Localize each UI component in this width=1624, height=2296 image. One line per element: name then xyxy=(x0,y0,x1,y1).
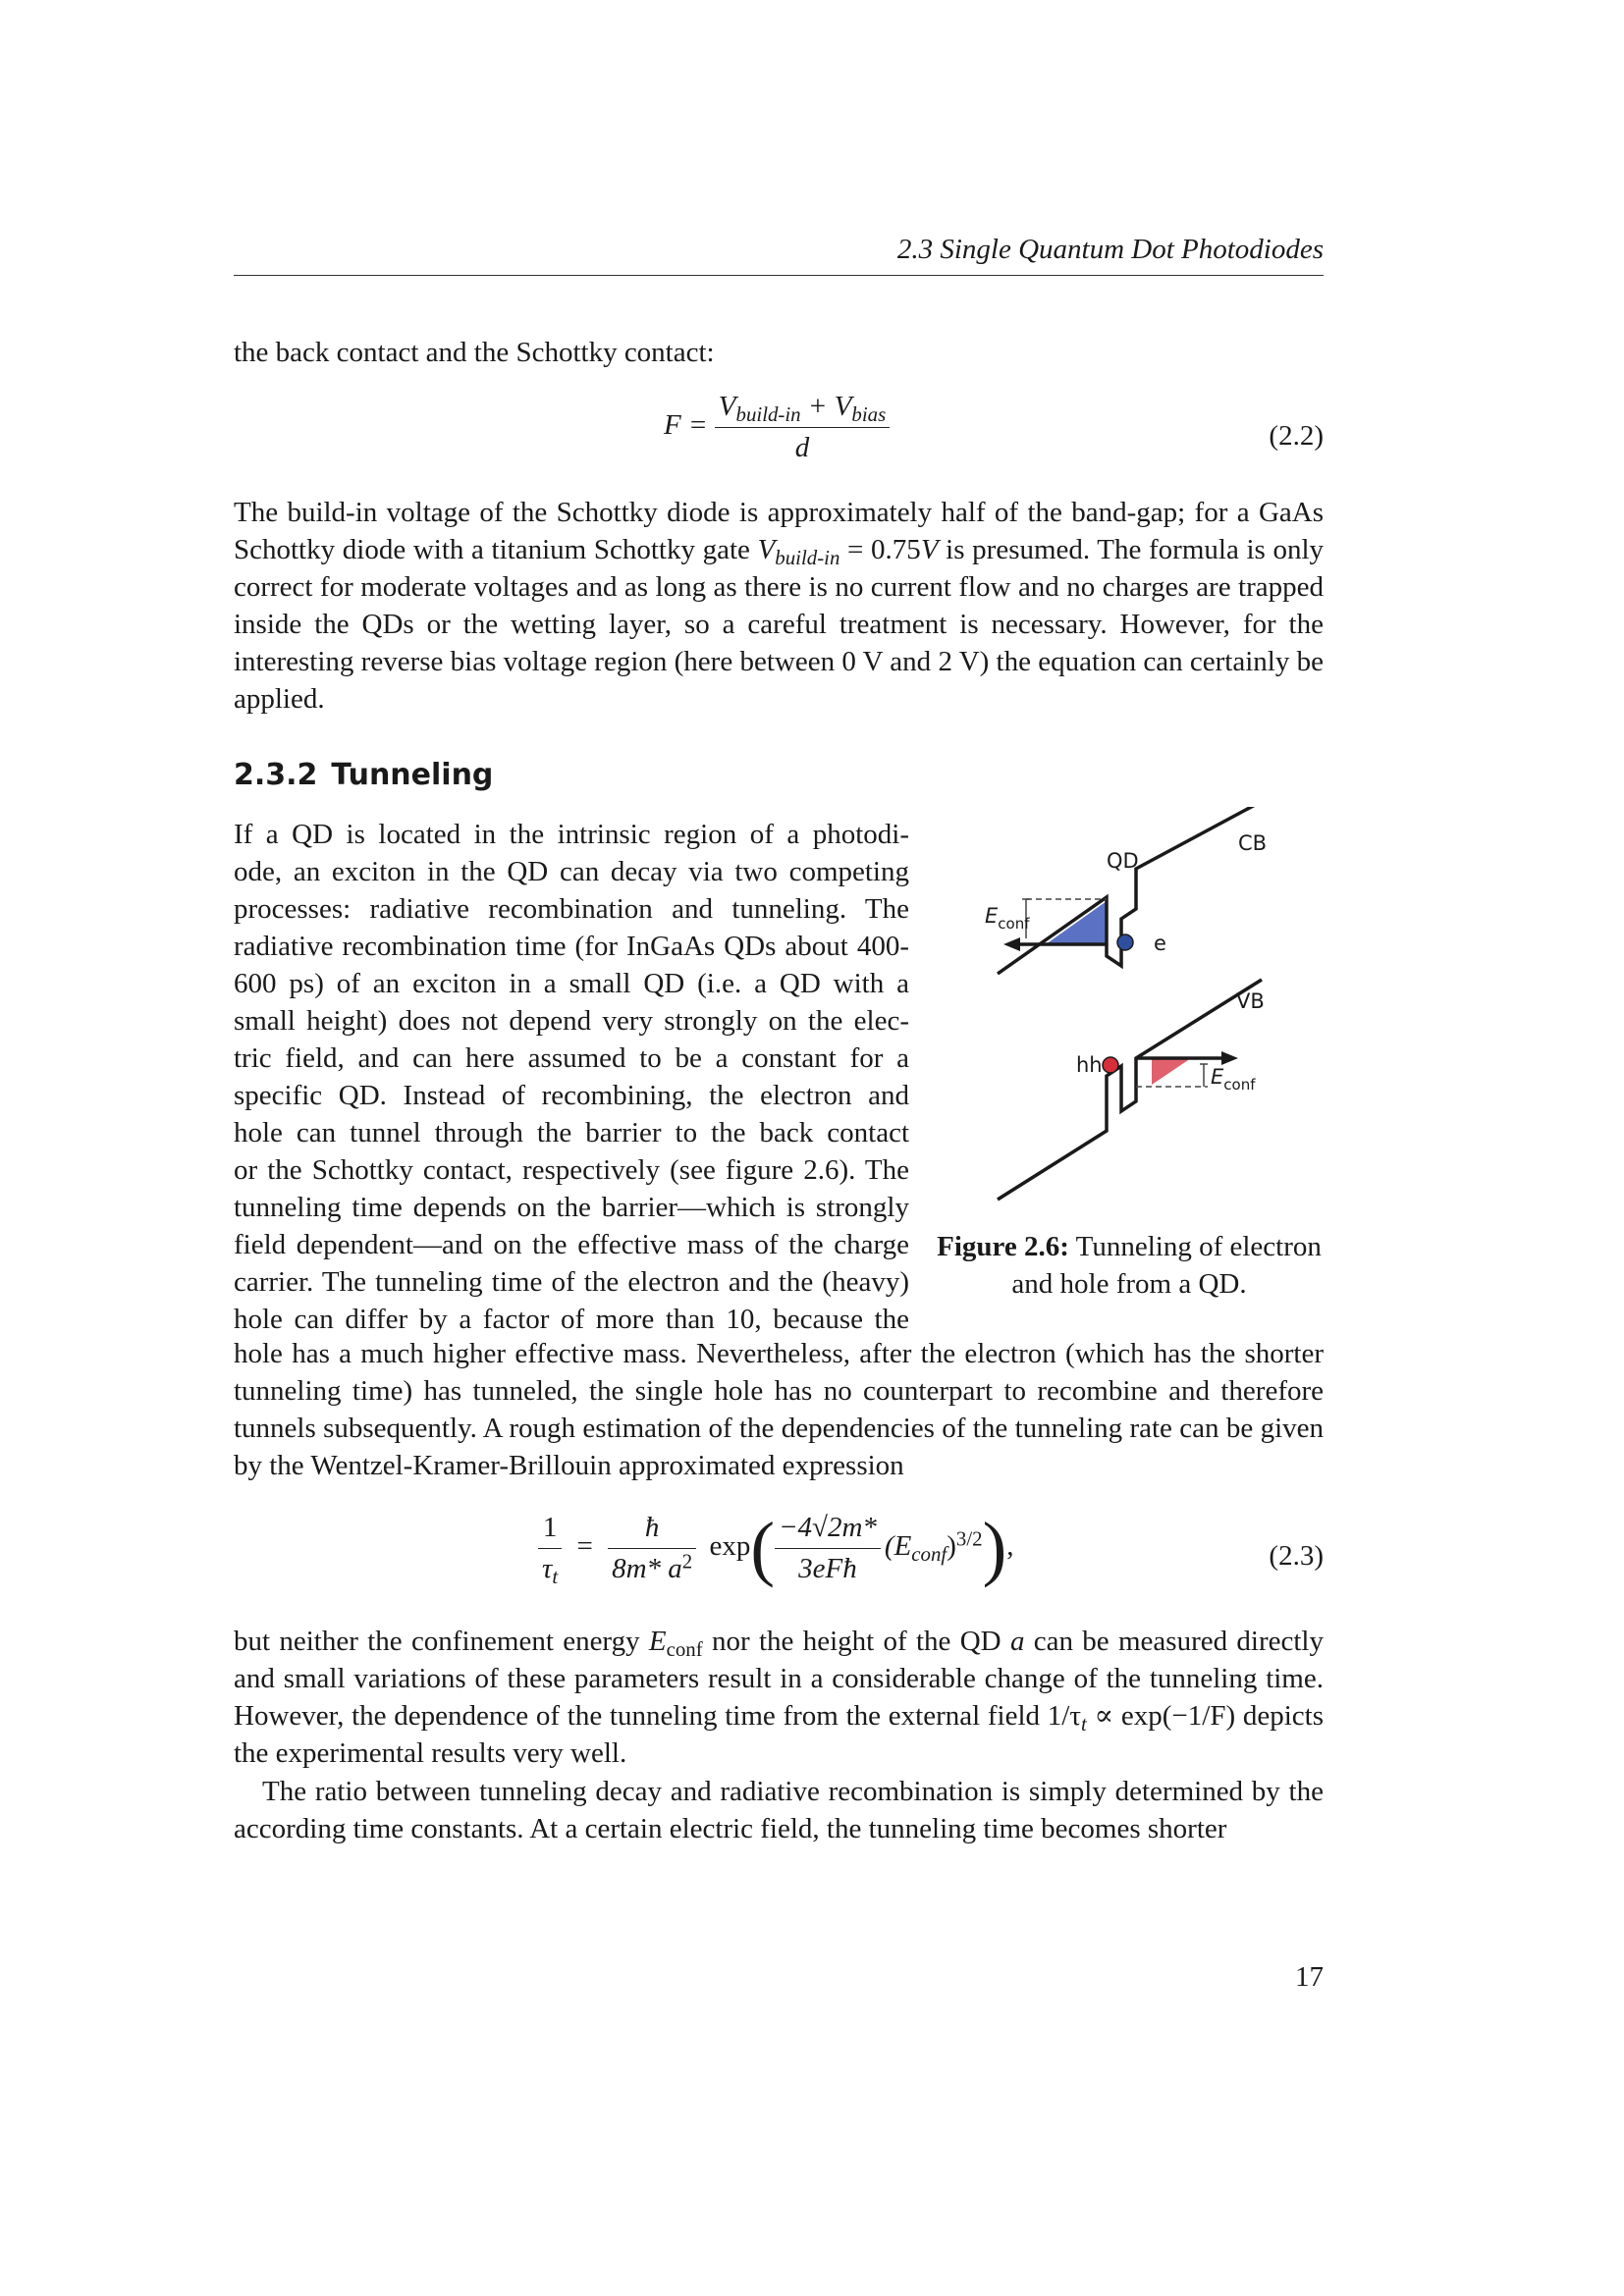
text-line: or the Schottky contact, respectively (see figure 2.6). The xyxy=(234,1154,909,1186)
text-line: hole can differ by a factor of more than 10, because the xyxy=(234,1304,909,1335)
text-line: specific QD. Instead of recombining, the electron and xyxy=(234,1080,909,1111)
eq22-lhs: F = xyxy=(664,409,708,442)
eq23-lhs-fraction: $\frac{1}{\tau_t}$ xyxy=(538,1512,562,1585)
hole-dot xyxy=(1103,1057,1118,1073)
equation-2-3: $\frac{1}{\tau_t}$ = $\frac{ħ}{8m* a^2}$ exp( $\frac{-4√2m*}{\text{3eFħ}}$ $(E_{conf})^{3/2}$), xyxy=(538,1512,1014,1585)
running-head: 2.3 Single Quantum Dot Photodiodes xyxy=(896,234,1324,265)
text-line: If a QD is located in the intrinsic region of a photodi- xyxy=(234,819,909,850)
label-e: e xyxy=(1154,932,1166,955)
figure-caption: Figure 2.6: Tunneling of electron and hole from a QD. xyxy=(937,1231,1322,1300)
header-rule xyxy=(234,275,1324,276)
label-econf-cb: $E_{conf}$ xyxy=(985,904,1030,933)
page-number: 17 xyxy=(1295,1961,1324,1993)
eq22-fraction: $\frac{V_{build-in} + V_{bias}}{d}$ xyxy=(715,391,890,464)
paragraph-4: The ratio between tunneling decay and radiative recombination is simply determined by the according time constants. At a certain electric field, the tunneling time becomes shorter xyxy=(234,1776,1324,1844)
paragraph-3: but neither the confinement energy $E_{conf}$ nor the height of the QD a can be measured directly and small variations of these parameters result in a considerable change of the tunneling time. However, the dependence of the tunneling time from the external field $1/\tau_t \propto \exp(-1/F)$ depicts the experimental results very well. xyxy=(234,1626,1325,1769)
text-line: small height) does not depend very strongly on the elec- xyxy=(234,1005,909,1037)
hole-well-fill xyxy=(1152,1058,1191,1085)
valence-band xyxy=(998,980,1262,1200)
label-vb: VB xyxy=(1236,989,1265,1013)
section-heading: 2.3.2 Tunneling xyxy=(234,758,494,792)
text-line: tunneling time depends on the barrier—which is strongly xyxy=(234,1192,909,1223)
text-line: field dependent—and on the effective mass of the charge xyxy=(234,1229,909,1260)
equation-2-2 xyxy=(664,391,890,464)
paragraph-1: The build-in voltage of the Schottky diode is approximately half of the band-gap; for a GaAs Schottky diode with a titanium Schottky gate $V_{build-in} = 0.75V$ is presumed. The formula is only correct for moderate voltages and as long as there is no current flow and no charges are trapped inside the QDs or the wetting layer, so a careful treatment is necessary. However, for the interesting reverse bias voltage region (here between 0 V and 2 V) the equation can certainly be applied. xyxy=(234,497,1325,715)
text-line: tric field, and can here assumed to be a constant for a xyxy=(234,1042,909,1074)
electron-dot xyxy=(1117,934,1133,950)
conduction-band xyxy=(998,807,1270,974)
eq22-number: (2.2) xyxy=(1269,420,1324,452)
text-line: hole can tunnel through the barrier to the back contact xyxy=(234,1117,909,1148)
band-diagram-figure xyxy=(977,807,1326,1209)
paragraph-2-wide: hole has a much higher effective mass. Nevertheless, after the electron (which has the shorter tunneling time) has tunneled, the single hole has no counterpart to recombine and therefore tunnels subsequently. A rough estimation of the dependencies of the tunneling rate can be given by the Wentzel-Kramer-Brillouin approximated expression xyxy=(234,1338,1324,1481)
label-hh: hh xyxy=(1076,1053,1103,1077)
eq23-prefactor-fraction: $\frac{ħ}{8m* a^2}$ xyxy=(608,1512,696,1585)
paragraph-2-narrow xyxy=(234,816,909,1338)
label-cb: CB xyxy=(1238,831,1268,855)
intro-line: the back contact and the Schottky contact: xyxy=(234,337,715,368)
label-qd: QD xyxy=(1107,849,1139,873)
text-line: processes: radiative recombination and tunneling. The xyxy=(234,893,909,925)
eq23-exponent-fraction: $\frac{-4√2m*}{\text{3eFħ}}$ xyxy=(775,1512,881,1585)
label-econf-vb: $E_{conf}$ xyxy=(1211,1065,1256,1094)
text-line: ode, an exciton in the QD can decay via two competing xyxy=(234,856,909,887)
eq23-number: (2.3) xyxy=(1269,1540,1324,1572)
text-line: 600 ps) of an exciton in a small QD (i.e. a QD with a xyxy=(234,968,909,999)
electron-well-fill xyxy=(1046,901,1107,944)
text-line: carrier. The tunneling time of the electron and the (heavy) xyxy=(234,1266,909,1298)
text-line: radiative recombination time (for InGaAs QDs about 400- xyxy=(234,931,909,962)
